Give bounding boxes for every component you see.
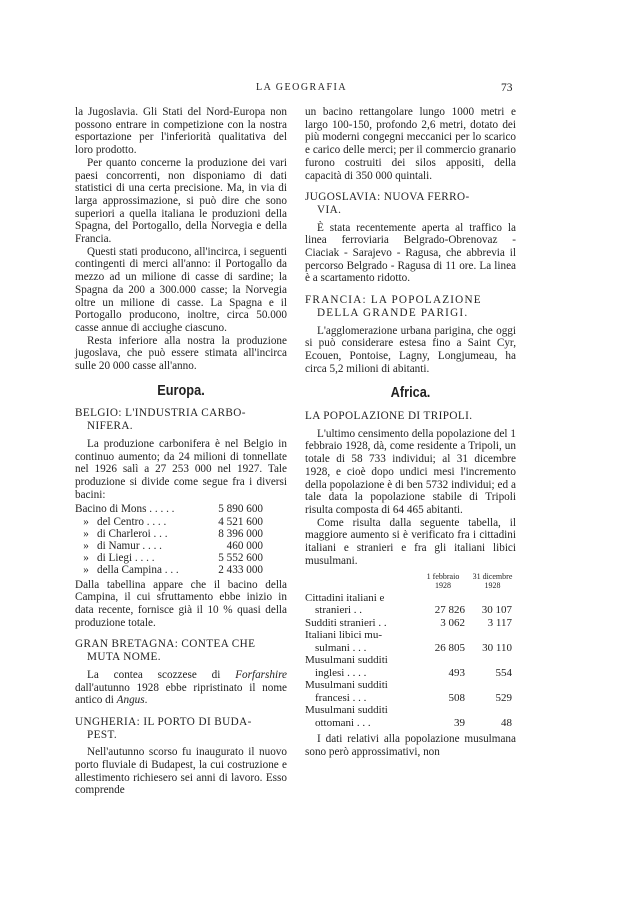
basin-name: della Campina bbox=[97, 564, 162, 577]
value-dicembre: 48 bbox=[501, 716, 512, 729]
table-row bbox=[75, 540, 287, 552]
column-header-line: 1928 bbox=[435, 580, 451, 590]
row-label-cont: ottomani bbox=[315, 716, 355, 729]
column-header-line: 1 febbraio bbox=[426, 571, 460, 581]
row-label: Cittadini italiani e bbox=[305, 591, 385, 604]
column-header-1-febbraio bbox=[417, 572, 469, 592]
table-row bbox=[305, 654, 516, 679]
leader-dots: . . bbox=[353, 604, 363, 616]
heading-gb-line2: MUTA NOME. bbox=[87, 651, 161, 664]
running-title: LA GEOGRAFIA bbox=[256, 82, 348, 93]
paragraph-belgio-intro: La produzione carbonifera è nel Belgio in continuo aumento; da 24 milioni di tonnellate nel 1926 salì a 27 253 000 nel 1927. Tale produzione si divide come segue fra i diversi bacini: bbox=[75, 437, 287, 501]
value-dicembre: 3 117 bbox=[487, 616, 512, 629]
basin-name: di Namur bbox=[97, 540, 140, 552]
row-label: Musulmani sudditi bbox=[305, 704, 388, 716]
ditto-mark: » bbox=[83, 540, 89, 552]
heading-jug-line1: JUGOSLAVIA: NUOVA FERRO- bbox=[305, 191, 470, 204]
basin-value: 4 521 600 bbox=[218, 515, 263, 528]
row-label-cont: inglesi bbox=[315, 666, 345, 679]
paragraph-francia: L'agglomerazione urbana parigina, che oggi si può considerare estesa fino a Saint Cyr, Ecouen, Pontoise, Lagny, Longjumeau, ha circa 5,2 milioni di abitanti. bbox=[305, 324, 516, 375]
section-title-europa: Europa. bbox=[157, 381, 205, 399]
table-row bbox=[305, 617, 516, 630]
ditto-mark: » bbox=[83, 552, 89, 565]
paragraph-jugoslav-production: Resta inferiore alla nostra la produzione jugoslava, che può essere stimata all'incirca sulle 20 000 casse all'anno. bbox=[75, 334, 287, 373]
value-dicembre: 529 bbox=[495, 691, 512, 704]
row-label: Italiani libici mu- bbox=[305, 629, 382, 641]
value-febbraio: 26 805 bbox=[434, 641, 465, 654]
paragraph-gran-bretagna bbox=[75, 669, 287, 707]
value-febbraio: 27 826 bbox=[434, 604, 465, 616]
paragraph-ungheria: Nell'autunno scorso fu inaugurato il nuovo porto fluviale di Budapest, la cui costruzione e allestimento richiesero sei anni di lavoro. Esso comprende bbox=[75, 746, 287, 797]
leader-dots: . . . . bbox=[142, 540, 162, 552]
table-row bbox=[75, 564, 287, 576]
heading-jugoslavia bbox=[305, 191, 516, 216]
leader-dots: . . . bbox=[352, 641, 367, 654]
basin-value: 8 396 000 bbox=[218, 527, 263, 540]
basin-name: di Charleroi bbox=[97, 527, 151, 540]
ditto-mark: » bbox=[83, 515, 89, 528]
row-label-cont: stranieri bbox=[315, 604, 352, 616]
text-run: La contea scozzese di bbox=[87, 668, 236, 681]
column-header-line: 31 dicembre bbox=[472, 571, 513, 581]
row-label-cont: francesi bbox=[315, 691, 350, 704]
value-febbraio: 39 bbox=[454, 716, 465, 729]
italic-forfarshire: Forfarshire bbox=[235, 668, 287, 681]
heading-francia bbox=[305, 294, 516, 319]
heading-gran-bretagna bbox=[75, 638, 287, 663]
value-dicembre: 30 110 bbox=[482, 641, 512, 654]
leader-dots: . . . bbox=[164, 564, 179, 577]
heading-jug-line2: VIA. bbox=[317, 203, 342, 216]
row-label: Sudditi stranieri bbox=[305, 616, 376, 629]
paragraph-contingents: Questi stati producono, all'incirca, i seguenti contingenti di merci all'anno: il Portogallo da mezzo ad un milione di casse di sardine; la Spagna da 200 a 300.000 casse; la Norvegia oltre un milione di casse. La Spagna e il Portogallo producono, inoltre, circa 50.000 casse annue di acciughe ciascuno. bbox=[75, 245, 287, 334]
leader-dots: . . . . bbox=[347, 666, 367, 679]
ditto-mark: » bbox=[83, 564, 89, 577]
row-label: Musulmani sudditi bbox=[305, 679, 388, 691]
value-dicembre: 554 bbox=[495, 666, 512, 679]
section-title-africa: Africa. bbox=[390, 384, 431, 402]
table-row bbox=[75, 516, 287, 528]
left-column bbox=[75, 106, 287, 797]
basin-table bbox=[75, 503, 287, 576]
leader-dots: . . . . bbox=[134, 552, 155, 565]
paragraph-tripoli-census: L'ultimo censimento della popolazione del 1 febbraio 1928, dà, come residente a Tripoli, un totale di 58 733 individui; al 31 dicembre 1928, e cioè dopo undici mesi l'incremento della popolazione è di ben 5732 individui; ed a tale data la popolazione stabile di Tripoli risulta composta di 64 465 abitanti. bbox=[305, 427, 516, 516]
paragraph-jugoslavia: È stata recentemente aperta al traffico la linea ferroviaria Belgrado-Obrenovaz - Ciaciak - Sarajevo - Ragusa, che abbrevia il percorso Belgrado - Ragusa di 11 ore. La linea è a scartamento ridotto. bbox=[305, 221, 516, 285]
table-row bbox=[75, 503, 287, 515]
right-column bbox=[305, 106, 516, 758]
heading-ungheria-line2: PEST. bbox=[87, 728, 118, 741]
heading-ungheria-line1: UNGHERIA: IL PORTO DI BUDA- bbox=[75, 715, 252, 728]
leader-dots: . . bbox=[378, 616, 387, 629]
basin-value: 460 000 bbox=[226, 540, 263, 552]
value-febbraio: 508 bbox=[448, 691, 465, 704]
italic-angus: Angus bbox=[116, 694, 145, 707]
table-row bbox=[305, 592, 516, 617]
basin-name: del Centro bbox=[97, 515, 144, 528]
row-label-cont: sulmani bbox=[315, 641, 350, 654]
table-row bbox=[75, 528, 287, 540]
leader-dots: . . . . . bbox=[149, 503, 175, 516]
heading-ungheria bbox=[75, 716, 287, 741]
paragraph-budapest-cont: un bacino rettangolare lungo 1000 metri e largo 100-150, profondo 2,6 metri, dotato dei più moderni congegni meccanici per lo scarico e carico delle merci; per il commercio granario furono costruiti dei silos appositi, della capacità di 350 000 quintali. bbox=[305, 106, 516, 182]
basin-value: 5 890 600 bbox=[218, 503, 263, 516]
leader-dots: . . . bbox=[356, 716, 371, 729]
table-row bbox=[305, 679, 516, 704]
page-number: 73 bbox=[501, 82, 513, 94]
heading-tripoli: LA POPOLAZIONE DI TRIPOLI. bbox=[305, 410, 473, 423]
paragraph-jugoslavia-end: la Jugoslavia. Gli Stati del Nord-Europa non possono entrare in competizione con la nostra esportazione per l'inferiorità qualitativa del loro prodotto. bbox=[75, 106, 287, 157]
heading-fr-line2: DELLA GRANDE PARIGI. bbox=[317, 306, 469, 319]
text-run: dall'autunno 1928 ebbe ripristinato il nome antico di bbox=[75, 681, 287, 707]
row-label: Musulmani sudditi bbox=[305, 654, 388, 666]
leader-dots: . . . . bbox=[146, 515, 167, 528]
heading-gb-line1: GRAN BRETAGNA: CONTEA CHE bbox=[75, 638, 256, 651]
paragraph-tripoli-table-intro: Come risulta dalla seguente tabella, il maggiore aumento si è verificato fra i cittadini italiani e stranieri e fra gli italiani libici musulmani. bbox=[305, 516, 516, 567]
heading-fr-line1: FRANCIA: LA POPOLAZIONE bbox=[305, 294, 482, 307]
table-row bbox=[305, 629, 516, 654]
basin-name: Bacino di Mons bbox=[75, 503, 147, 516]
value-febbraio: 493 bbox=[448, 666, 465, 679]
value-dicembre: 30 107 bbox=[481, 604, 512, 616]
heading-belgio bbox=[75, 407, 287, 432]
column-header-31-dicembre bbox=[469, 572, 516, 592]
table-header-row bbox=[305, 572, 516, 592]
value-febbraio: 3 062 bbox=[440, 616, 465, 629]
population-table bbox=[305, 572, 516, 730]
paragraph-belgio-campina: Dalla tabellina appare che il bacino della Campina, il cui sfruttamento ebbe inizio in data recente, fornisce già il 10 % quasi della produzione totale. bbox=[75, 578, 287, 629]
table-row bbox=[305, 704, 516, 729]
basin-name: di Liegi bbox=[97, 552, 133, 565]
heading-belgio-line2: NIFERA. bbox=[87, 420, 133, 433]
paragraph-production: Per quanto concerne la produzione dei vari paesi concorrenti, non disponiamo di dati statistici di una certa precisione. Ma, in via di larga approssimazione, si può dire che sono superiori a quella italiana le produzioni della Spagna, del Portogallo, della Norvegia e della Francia. bbox=[75, 156, 287, 246]
paragraph-tripoli-muslim: I dati relativi alla popolazione musulmana sono però approssimativi, non bbox=[305, 733, 516, 758]
leader-dots: . . . bbox=[153, 527, 168, 540]
ditto-mark: » bbox=[83, 527, 89, 540]
column-header-line: 1928 bbox=[484, 580, 501, 590]
basin-value: 5 552 600 bbox=[218, 552, 263, 565]
heading-belgio-line1: BELGIO: L'INDUSTRIA CARBO- bbox=[75, 407, 246, 420]
table-row bbox=[75, 552, 287, 564]
text-run: . bbox=[144, 694, 148, 707]
leader-dots: . . . bbox=[352, 691, 367, 704]
basin-value: 2 433 000 bbox=[218, 564, 263, 577]
